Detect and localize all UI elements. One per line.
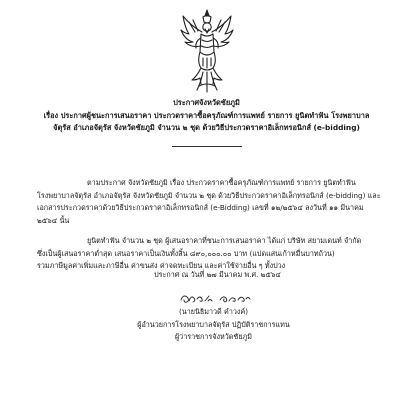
handwritten-signature [178, 289, 252, 307]
garuda-emblem-icon [179, 8, 235, 94]
announcement-subject-line-2: จัตุรัส อำเภอจัตุรัส จังหวัดชัยภูมิ จำนวน ๒ ชุด ด้วยวิธีประกวดราคาอิเล็กทรอนิกส์ (e-bidding) [53, 123, 360, 132]
announcement-date-text: ประกาศ ณ วันที่ ๒๗ มีนาคม พ.ศ. ๒๕๖๔ [154, 270, 281, 279]
signer-name: (นายนิธิมาวดี คำวงค์) [178, 307, 249, 316]
paragraph-2 [37, 235, 385, 273]
signer-title-2: ผู้ว่าราชการจังหวัดชัยภูมิ [174, 332, 253, 341]
announcement-org: ประกาศจังหวัดชัยภูมิ [173, 98, 240, 107]
paragraph-2-line-1: ยูนิตทำฟัน จำนวน ๒ ชุด ผู้เสนอราคาที่ชนะการเสนอราคา ได้แก่ บริษัท สยามเดนท์ จำกัด [87, 236, 362, 245]
signer-title-1: ผู้อำนวยการโรงพยาบาลจัตุรัส ปฏิบัติราชการแทน [137, 319, 290, 329]
paragraph-1-line-4: ๒๕๖๔ นั้น [37, 215, 70, 225]
paragraph-2-line-3: รวมภาษีมูลค่าเพิ่มและภาษีอื่น ค่าขนส่ง ค่าจดทะเบียน และค่าใช้จ่ายอื่น ๆ ทั้งปวง [37, 261, 286, 270]
signer-block [0, 306, 413, 344]
paragraph-1 [37, 177, 385, 227]
paragraph-1-line-3: เอกสารประกวดราคาด้วยวิธีประกวดราคาอิเล็กทรอนิกส์ (e-Bidding) เลขที่ ๑๒/๒๕๖๔ ลงวันที่ ๑๑ มีนาคม [37, 203, 364, 212]
paragraph-2-line-2: ซึ่งเป็นผู้เสนอราคาต่ำสุด เสนอราคาเป็นเงินทั้งสิ้น ๘๙๐,๐๐๐.๐๐ บาท (แปดแสนเก้าหมื่นบาทถ้วน) [37, 248, 335, 258]
announcement-date [0, 269, 413, 281]
paragraph-1-line-1: ตามประกาศ จังหวัดชัยภูมิ เรื่อง ประกวดราคาซื้อครุภัณฑ์การแพทย์ รายการ ยูนิตทำฟัน [87, 178, 356, 187]
announcement-header [0, 97, 413, 134]
header-divider [172, 146, 242, 147]
paragraph-1-line-2: โรงพยาบาลจัตุรัส อำเภอจัตุรัส จังหวัดชัยภูมิ จำนวน ๒ ชุด ด้วยวิธีประกวดราคาอิเล็กทรอนิกส์ (e-bidding) และ [37, 190, 381, 200]
announcement-subject-line-1: เรื่อง ประกาศผู้ชนะการเสนอราคา ประกวดราคาซื้อครุภัณฑ์การแพทย์ รายการ ยูนิตทำฟัน โรงพยาบาล [43, 111, 370, 120]
